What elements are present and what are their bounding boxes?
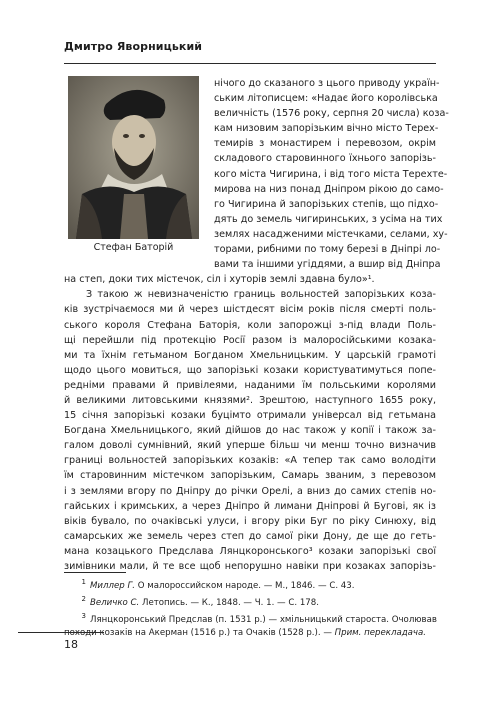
body-line: кого міста Чигирина, і від того міста Терехте- (214, 168, 448, 180)
figure-caption: Стефан Баторій (93, 242, 174, 253)
body-line: щодо цього мовиться, що запорізькі козаки користуватимуться попе- (64, 364, 436, 376)
footnote-number: 1 (81, 578, 86, 586)
page-number: 18 (64, 638, 78, 651)
footnote-author: Миллер Г. (90, 580, 135, 591)
body-line: й великими литовськими князями². Зрештою, наступного 1655 року, (64, 394, 436, 406)
body-text (64, 76, 449, 574)
body-line: дять до земель чигиринських, з усіма на тих (214, 213, 443, 225)
body-line: кам низовим запорізьким вічно місто Терех- (214, 123, 439, 135)
footnote-text: Лянцкоронський Предслав (п. 1531 р.) — хмільницький староста. Очолював (90, 614, 437, 625)
body-line: вами та іншими угіддями, а вшир від Дніпра (214, 259, 441, 271)
body-line: землях насадженими містечками, селами, ху- (214, 228, 448, 240)
footnote-author: Величко С. (90, 597, 140, 608)
footnote-number: 2 (81, 595, 86, 604)
body-line: ків зустрічаємося ми й через шістдесят вісім років після смерті поль- (64, 304, 436, 316)
body-line: самарських же земель через степ до самої ріки Дону, де ще до геть- (64, 530, 436, 542)
body-line: гайських і кримських, а через Дніпро й лимани Дніпрові й Бугові, як із (64, 500, 436, 512)
body-line: го Чигирина й запорізьких степів, що підхо- (214, 198, 439, 210)
running-title: Дмитро Яворницький (64, 40, 203, 53)
translator-note: Прим. перекладача. (334, 628, 427, 639)
footnote-text: Летопись. — К., 1848. — Ч. 1. — С. 178. (139, 597, 319, 608)
body-line: ського короля Стефана Баторія, коли запорожці з-під влади Поль- (64, 319, 436, 331)
body-line: галом доволі сумнівний, який уперше більш чи менш точно визначив (64, 440, 436, 452)
body-line: мирова на низ понад Дніпром рікою до само- (214, 183, 444, 195)
footnote-text: походи козаків на Акерман (1516 р.) та Очаків (1528 р.). — (64, 628, 335, 639)
page-number-rule (18, 632, 104, 633)
body-line: на степ, доки тих містечок, сіл і хуторів землі здавна було»¹. (64, 274, 375, 286)
body-line: ми та їхнім гетьманом Богданом Хмельницьким. У царській грамоті (64, 349, 436, 361)
body-line: величність (1576 року, серпня 20 числа) коза- (214, 108, 449, 120)
footnote-number: 3 (81, 612, 86, 621)
body-line: щі перейшли під протекцію Росії разом із малоросійськими козака- (64, 334, 436, 346)
body-line: ським літописцем: «Надає його королівська (214, 93, 438, 105)
body-line: мана козацького Предслава Лянцкоронського³ козаки запорізькі свої (64, 545, 436, 557)
footnotes (64, 576, 436, 640)
body-line: границі вольностей запорізьких козаків: «А тепер так само володіти (64, 455, 436, 467)
footnote-1 (64, 576, 436, 593)
body-line: Богдана Хмельницького, який дійшов до нас також у копії і також за- (64, 425, 436, 437)
body-line: нічого до сказаного з цього приводу україн- (214, 78, 440, 89)
body-line: і з землями вгору по Дніпру до річки Орелі, а вниз до самих степів но- (64, 485, 436, 497)
header-rule (64, 63, 436, 64)
body-line: темирів з монастирем і перевозом, окрім (214, 138, 436, 150)
body-line: 15 січня запорізькі козаки буцімто отримали універсал від гетьмана (64, 410, 436, 422)
body-line: З такою ж невизначеністю границь вольностей запорізьких коза- (86, 289, 436, 301)
body-line: їм старовинним містечком запорізьким, Самарь званим, з перевозом (64, 470, 436, 482)
body-line: торами, рибними по тому березі в Дніпрі ло- (214, 244, 441, 256)
footnote-text: О малороссийском народе. — М., 1846. — С. 43. (134, 580, 355, 591)
body-line: складового старовинного їхнього запорізь- (214, 153, 436, 165)
footnote-rule (64, 572, 126, 573)
footnote-3 (64, 610, 436, 627)
body-line: віків бувало, по очаківські улуси, і вгору ріки Буг по ріку Синюху, від (64, 515, 436, 527)
footnote-2 (64, 593, 436, 610)
body-line: редніми правами й привілеями, наданими їм польськими королями (64, 379, 436, 391)
footnote-3-continued (64, 627, 436, 640)
body-line: зимівники мали, й те все щоб непорушно навіки при козаках запорізь- (64, 561, 436, 572)
